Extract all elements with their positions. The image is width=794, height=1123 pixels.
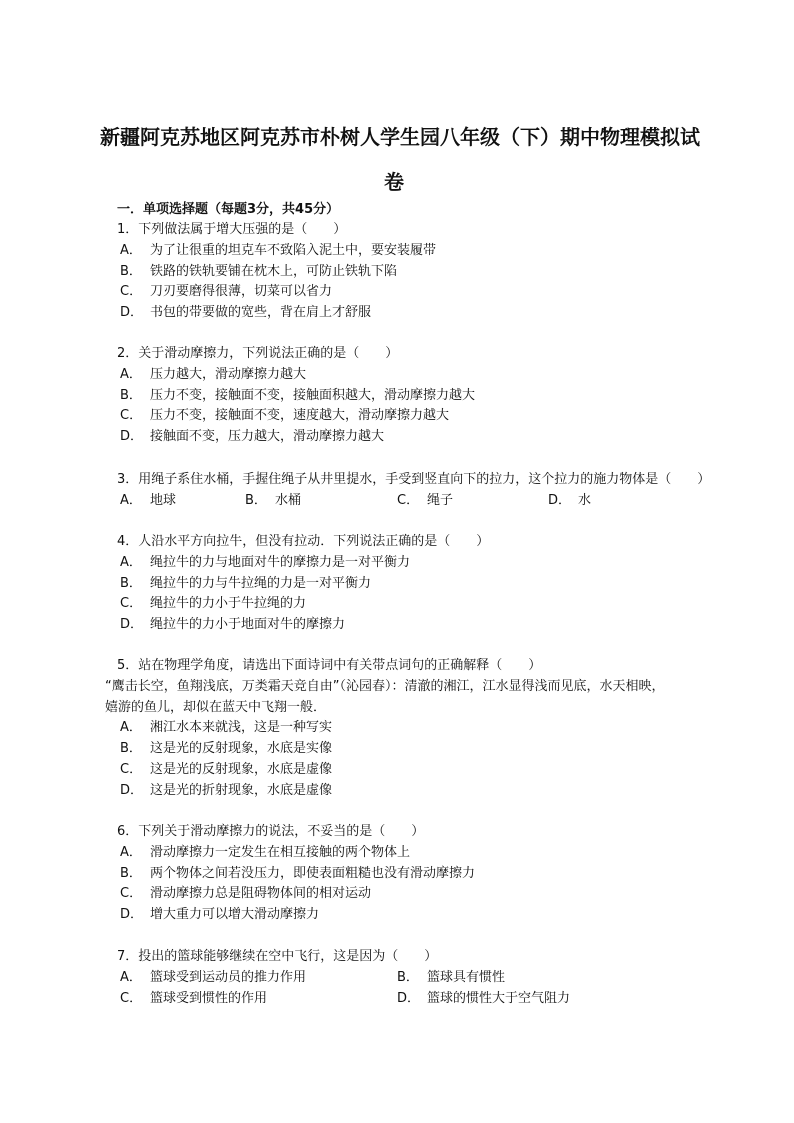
answer-option (120, 493, 176, 509)
answer-option (120, 264, 397, 280)
option-letter: D． (120, 617, 144, 633)
answer-option (120, 617, 345, 633)
option-text: 地球 (150, 492, 177, 508)
section-heading: 一．单项选择题（每题3分，共45分） (117, 202, 340, 217)
option-text: 两个物体之间若没压力，即使表面粗糙也没有滑动摩擦力 (150, 865, 476, 881)
option-text: 压力越大，滑动摩擦力越大 (150, 366, 307, 382)
answer-option (120, 741, 332, 757)
option-letter: B． (120, 263, 142, 279)
option-letter: C． (120, 596, 143, 612)
question-passage: 嬉游的鱼儿，却似在蓝天中飞翔一般． (105, 699, 327, 715)
answer-option (120, 907, 319, 923)
answer-option (120, 886, 371, 902)
option-text: 这是光的反射现象，水底是虚像 (150, 762, 333, 777)
answer-option (120, 555, 410, 571)
option-text: 绳拉牛的力小于地面对牛的摩擦力 (150, 617, 346, 633)
option-text: 篮球的惯性大于空气阻力 (427, 990, 571, 1006)
option-text: 这是光的反射现象，水底是实像 (150, 741, 333, 757)
answer-option (120, 576, 371, 592)
option-text: 刀刃要磨得很薄，切菜可以省力 (150, 284, 333, 300)
option-text: 压力不变，接触面不变，速度越大，滑动摩擦力越大 (150, 408, 450, 424)
option-letter: A． (120, 242, 142, 258)
answer-option (120, 429, 384, 445)
option-text: 增大重力可以增大滑动摩擦力 (150, 907, 320, 923)
option-letter: A． (120, 492, 142, 508)
answer-option (120, 991, 267, 1007)
option-letter: C． (120, 408, 143, 424)
option-text: 篮球受到运动员的推力作用 (150, 969, 307, 985)
option-text: 绳子 (427, 492, 454, 508)
answer-option (120, 720, 332, 736)
question-stem: 7．投出的篮球能够继续在空中飞行，这是因为（ ） (117, 949, 438, 964)
option-letter: A． (120, 554, 142, 570)
answer-option (120, 305, 371, 321)
option-text: 滑动摩擦力一定发生在相互接触的两个物体上 (150, 844, 411, 860)
option-letter: C． (397, 492, 420, 508)
option-letter: B． (120, 575, 142, 591)
question-stem: 2．关于滑动摩擦力，下列说法正确的是（ ） (117, 346, 399, 361)
option-text: 湘江水本来就浅，这是一种写实 (150, 720, 333, 736)
question-passage: “鹰击长空，鱼翔浅底，万类霜天竞自由”（沁园春）：清澈的湘江，江水显得浅而见底，水天相映， (105, 678, 665, 694)
option-text: 压力不变，接触面不变，接触面积越大，滑动摩擦力越大 (150, 387, 476, 403)
answer-option (120, 762, 332, 778)
answer-option (120, 408, 449, 424)
answer-option (120, 367, 306, 383)
answer-option (120, 284, 332, 300)
option-letter: A． (120, 720, 142, 736)
option-letter: B． (120, 387, 142, 403)
answer-option (120, 388, 475, 404)
option-letter: A． (120, 366, 142, 382)
option-letter: C． (120, 762, 143, 777)
option-letter: D． (120, 429, 144, 445)
option-letter: A． (120, 969, 142, 985)
option-text: 绳拉牛的力与地面对牛的摩擦力是一对平衡力 (150, 554, 411, 570)
answer-option (120, 596, 306, 612)
option-letter: C． (120, 886, 143, 902)
option-letter: B． (397, 969, 419, 985)
option-letter: C． (120, 284, 143, 300)
answer-option (397, 493, 453, 509)
question-stem: 4．人沿水平方向拉牛，但没有拉动．下列说法正确的是（ ） (117, 534, 490, 549)
option-text: 篮球受到惯性的作用 (150, 990, 268, 1006)
option-text: 绳拉牛的力与牛拉绳的力是一对平衡力 (150, 575, 372, 591)
option-letter: D． (397, 990, 421, 1006)
title-line-1: 新疆阿克苏地区阿克苏市朴树人学生园八年级（下）期中物理模拟试 (100, 125, 700, 149)
option-text: 接触面不变，压力越大，滑动摩擦力越大 (150, 429, 385, 445)
question-stem: 1．下列做法属于增大压强的是（ ） (117, 222, 347, 237)
option-letter: D． (120, 782, 144, 798)
answer-option (397, 991, 570, 1007)
option-letter: C． (120, 990, 143, 1006)
answer-option (120, 845, 410, 861)
option-letter: D． (120, 305, 144, 321)
question-stem: 5．站在物理学角度，请选出下面诗词中有关带点词句的正确解释（ ） (117, 658, 542, 673)
answer-option (120, 970, 306, 986)
option-text: 铁路的铁轨要铺在枕木上，可防止铁轨下陷 (150, 263, 398, 279)
answer-option (120, 243, 436, 259)
option-text: 滑动摩擦力总是阻碍物体间的相对运动 (150, 886, 372, 902)
option-text: 水 (578, 492, 592, 508)
option-letter: D． (548, 492, 572, 508)
option-text: 绳拉牛的力小于牛拉绳的力 (150, 596, 307, 612)
answer-option (548, 493, 591, 509)
option-letter: A． (120, 844, 142, 860)
option-text: 篮球具有惯性 (427, 969, 506, 985)
answer-option (120, 866, 475, 882)
question-stem: 3．用绳子系住水桶，手握住绳子从井里提水，手受到竖直向下的拉力，这个拉力的施力物体是（ ） (117, 472, 711, 487)
option-text: 为了让很重的坦克车不致陷入泥土中，要安装履带 (150, 242, 437, 258)
option-letter: B． (120, 741, 142, 757)
option-letter: D． (120, 907, 144, 923)
title-line-2: 卷 (384, 170, 404, 194)
answer-option (245, 493, 301, 509)
option-text: 书包的带要做的宽些，背在肩上才舒服 (150, 305, 372, 321)
option-letter: B． (120, 865, 142, 881)
answer-option (397, 970, 505, 986)
question-stem: 6．下列关于滑动摩擦力的说法，不妥当的是（ ） (117, 824, 425, 839)
option-letter: B． (245, 492, 267, 508)
option-text: 这是光的折射现象，水底是虚像 (150, 782, 333, 798)
option-text: 水桶 (275, 492, 302, 508)
answer-option (120, 783, 332, 799)
